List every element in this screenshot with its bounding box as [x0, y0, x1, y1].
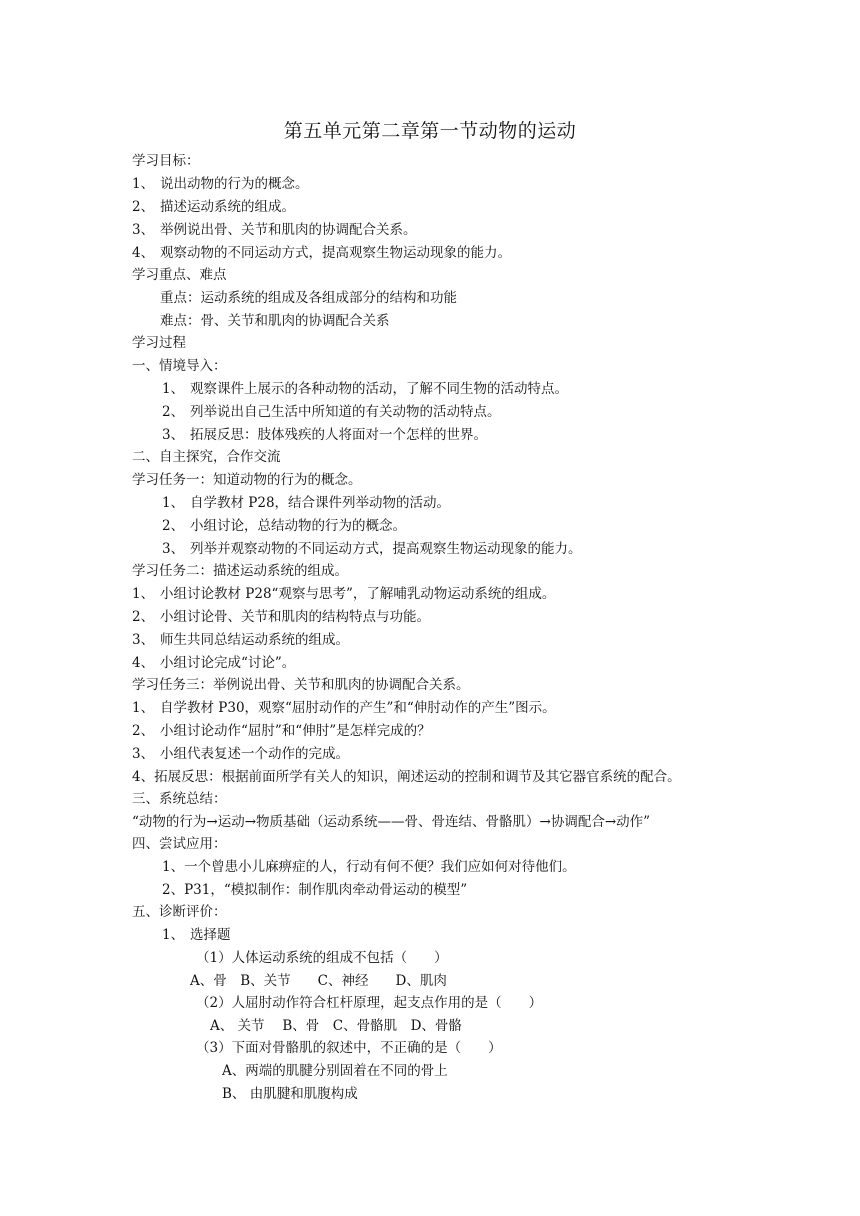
list-item: 2、P31，“模拟制作：制作肌肉牵动骨运动的模型”: [162, 882, 468, 898]
goal-item: 2、 描述运动系统的组成。: [132, 199, 295, 215]
question-options: A、 关节 B、骨 C、骨骼肌 D、骨骼: [210, 1018, 462, 1034]
list-item: 4、拓展反思：根据前面所学有关人的知识，阐述运动的控制和调节及其它器官系统的配合。: [132, 769, 681, 785]
list-item: 1、 自学教材 P28，结合课件列举动物的活动。: [162, 495, 451, 511]
question-options: A、骨 B、关节 C、神经 D、肌肉: [190, 973, 447, 989]
task-heading: 学习任务二：描述运动系统的组成。: [132, 563, 348, 579]
list-item: 3、 列举并观察动物的不同运动方式，提高观察生物运动现象的能力。: [162, 541, 582, 557]
list-item: 3、 师生共同总结运动系统的组成。: [132, 632, 349, 648]
list-item: 3、 小组代表复述一个动作的完成。: [132, 746, 349, 762]
list-item: 1、 观察课件上展示的各种动物的活动，了解不同生物的活动特点。: [162, 381, 568, 397]
list-item: 1、 自学教材 P30，观察“屈肘动作的产生”和“伸肘动作的产生”图示。: [132, 700, 556, 716]
question-stem: （1）人体运动系统的组成不包括（ ）: [196, 950, 448, 966]
question-option: A、两端的肌腱分别固着在不同的骨上: [222, 1063, 448, 1079]
task-heading: 学习任务三：举例说出骨、关节和肌肉的协调配合关系。: [132, 677, 470, 693]
question-stem: （3）下面对骨骼肌的叙述中，不正确的是（ ）: [196, 1040, 502, 1056]
keypoints-heading: 学习重点、难点: [132, 267, 227, 283]
section-heading: 四、尝试应用：: [132, 836, 227, 852]
list-item: 3、 拓展反思：肢体残疾的人将面对一个怎样的世界。: [162, 427, 487, 443]
section-heading: 五、诊断评价：: [132, 904, 227, 920]
list-item: 2、 小组讨论动作“屈肘”和“伸肘”是怎样完成的？: [132, 723, 431, 739]
goals-heading: 学习目标：: [132, 153, 200, 169]
keypoint-difficulty: 难点：骨、关节和肌肉的协调配合关系: [160, 313, 390, 329]
question-stem: （2）人屈肘动作符合杠杆原理，起支点作用的是（ ）: [196, 995, 543, 1011]
list-item: 2、 小组讨论，总结动物的行为的概念。: [162, 518, 406, 534]
list-item: 1、 小组讨论教材 P28“观察与思考”，了解哺乳动物运动系统的组成。: [132, 586, 556, 602]
section-heading: 二、自主探究，合作交流: [132, 449, 281, 465]
process-heading: 学习过程: [132, 335, 186, 351]
list-item: 2、 小组讨论骨、关节和肌肉的结构特点与功能。: [132, 609, 430, 625]
list-item: 2、 列举说出自己生活中所知道的有关动物的活动特点。: [162, 404, 501, 420]
section-heading: 一、情境导入：: [132, 358, 227, 374]
section-heading: 三、系统总结：: [132, 791, 227, 807]
question-option: B、 由肌腱和肌腹构成: [222, 1086, 358, 1102]
goal-item: 1、 说出动物的行为的概念。: [132, 176, 309, 192]
document-title: 第五单元第二章第一节动物的运动: [283, 120, 577, 142]
goal-item: 4、 观察动物的不同运动方式，提高观察生物运动现象的能力。: [132, 245, 511, 261]
keypoint-focus: 重点：运动系统的组成及各组成部分的结构和功能: [160, 290, 457, 306]
task-heading: 学习任务一：知道动物的行为的概念。: [132, 472, 362, 488]
list-item: 1、一个曾患小儿麻痹症的人，行动有何不便？我们应如何对待他们。: [162, 859, 576, 875]
list-item: 4、 小组讨论完成“讨论”。: [132, 655, 296, 671]
goal-item: 3、 举例说出骨、关节和肌肉的协调配合关系。: [132, 222, 417, 238]
subsection-heading: 1、 选择题: [162, 927, 231, 943]
summary-text: “动物的行为→运动→物质基础（运动系统——骨、骨连结、骨骼肌）→协调配合→动作”: [132, 814, 651, 830]
